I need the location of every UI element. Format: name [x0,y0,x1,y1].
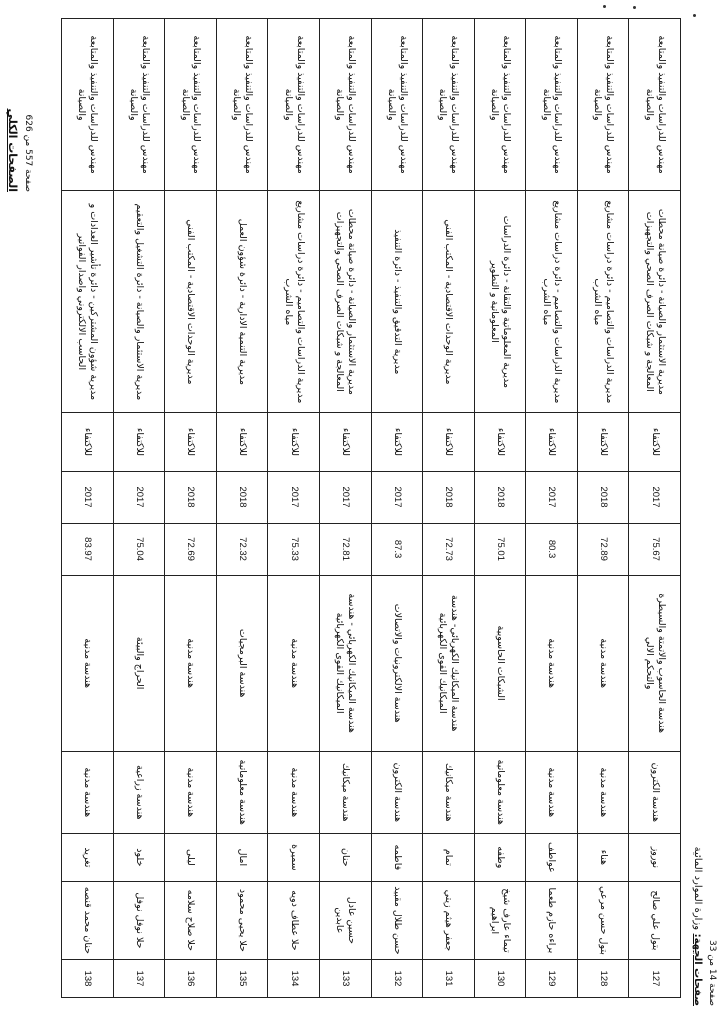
name-cell: حسين عادل عابدين [319,881,371,959]
graduation-year-cell: 2017 [62,471,114,523]
sequence-cell: 129 [526,959,578,997]
specialization-cell: هندسة زراعية [113,751,165,833]
directorate-cell: مديرية الدراسات والتصاميم - دائرة دراسات مشاريع مياه الشرب [526,191,578,413]
name-cell: حلا عطاف دويه [268,881,320,959]
sequence-cell: 133 [319,959,371,997]
specialization-cell: هندسة مدنية [577,751,629,833]
directorate-cell: مديرية المعلوماتية والتقانة - دائرة الدراسات المعلوماتية و التطوير [474,191,526,413]
job-title-cell: مهندس للدراسات والتنفيذ والمتابعة والصيانة [423,19,475,191]
job-title-cell: مهندس للدراسات والتنفيذ والمتابعة والصيانة [216,19,268,191]
specialization-cell: هندسة مدنية [165,751,217,833]
mother-name-cell: وطفه [474,833,526,881]
graduation-year-cell: 2017 [629,471,681,523]
score-cell: 72.69 [165,523,217,575]
department-cell: هندسة مدنية [526,575,578,751]
scan-dot [633,6,636,9]
name-cell: حلا يحيى محمود [216,881,268,959]
sequence-cell: 136 [165,959,217,997]
name-cell: تيماء عارف شيخ ابراهيم [474,881,526,959]
score-cell: 87.3 [371,523,423,575]
sequence-cell: 138 [62,959,114,997]
specialization-cell: هندسة ميكانيك [423,751,475,833]
table-row [371,19,423,998]
directorate-cell: مديرية شؤون المشتركين - دائرة تأشير العدادات و الحاسب الالكتروني واصدار الفواتير [62,191,114,413]
name-cell: بتول حسن مرعي [577,881,629,959]
job-title-cell: مهندس للدراسات والتنفيذ والمتابعة والصيانة [526,19,578,191]
name-cell: جعفر هيثم زيتي [423,881,475,959]
department-cell: هندسة البرمجيات [216,575,268,751]
entity-page-number: صفحة 14 من 33 [707,939,717,1006]
sequence-cell: 135 [216,959,268,997]
score-cell: 72.81 [319,523,371,575]
entity-value: وزارة الموارد المائية [692,846,703,931]
sequence-cell: 130 [474,959,526,997]
table-row [577,19,629,998]
specialization-cell: هندسة مدنية [526,751,578,833]
department-cell: هندسة الميكانيك الكهربائي - هندسة الميكانيك القوى الكهربائية [319,575,371,751]
directorate-cell: مديرية الوحدات الاقتصادية - المكتب الفني [165,191,217,413]
rotated-document [0,14,717,1006]
name-cell: براءه حازم طعما [526,881,578,959]
graduation-year-cell: 2017 [268,471,320,523]
score-cell: 75.04 [113,523,165,575]
job-title-cell: مهندس للدراسات والتنفيذ والمتابعة والصيانة [113,19,165,191]
graduation-year-cell: 2017 [371,471,423,523]
name-cell: حلا نوفل نوفل [113,881,165,959]
mother-name-cell: امال [216,833,268,881]
job-title-cell: مهندس للدراسات والتنفيذ والمتابعة والصيانة [577,19,629,191]
specialization-cell: هندسة ميكانيك [319,751,371,833]
specialization-cell: هندسة الكترون [371,751,423,833]
table-row [216,19,268,998]
job-title-cell: مهندس للدراسات والتنفيذ والمتابعة والصيانة [629,19,681,191]
status-cell: للاكتفاء [423,413,475,471]
graduation-year-cell: 2017 [319,471,371,523]
status-cell: للاكتفاء [629,413,681,471]
specialization-cell: هندسة الكترون [629,751,681,833]
department-cell: هندسة مدنية [577,575,629,751]
sequence-cell: 131 [423,959,475,997]
mother-name-cell: هناء [577,833,629,881]
table-row [268,19,320,998]
table-row [526,19,578,998]
graduation-year-cell: 2018 [474,471,526,523]
status-cell: للاكتفاء [474,413,526,471]
table-row [62,19,114,998]
specialization-cell: هندسة مدنية [62,751,114,833]
directorate-cell: مديرية الدراسات والتصاميم - دائرة دراسات مشاريع مياه الشرب [268,191,320,413]
directorate-cell: مديرية الاستثمار والصيانة - دائرة التشغيل والتعقيم [113,191,165,413]
sequence-cell: 127 [629,959,681,997]
status-cell: للاكتفاء [165,413,217,471]
directorate-cell: مديرية التدقيق والتنفيذ - دائرة التنفيذ [371,191,423,413]
job-title-cell: مهندس للدراسات والتنفيذ والمتابعة والصيانة [474,19,526,191]
directorate-cell: مديرية الاستثمار والصيانة - دائرة صيانة محطات المعالجة و شبكات الصرف الصحي والتجهيزات [629,191,681,413]
status-cell: للاكتفاء [319,413,371,471]
department-cell: هندسة مدنية [165,575,217,751]
sequence-cell: 128 [577,959,629,997]
name-cell: حنان محمد قنصه [62,881,114,959]
score-cell: 75.01 [474,523,526,575]
directorate-cell: مديرية الدراسات والتصاميم - دائرة دراسات مشاريع مياه الشرب [577,191,629,413]
table-row [629,19,681,998]
score-cell: 75.67 [629,523,681,575]
score-cell: 72.89 [577,523,629,575]
specialization-cell: هندسة معلوماتية [474,751,526,833]
specialization-cell: هندسة مدنية [268,751,320,833]
sequence-cell: 137 [113,959,165,997]
table-row [165,19,217,998]
directorate-cell: مديرية التنمية الادارية - دائرة شؤون العمل [216,191,268,413]
name-cell: حلا صلاح سلامه [165,881,217,959]
score-cell: 83.97 [62,523,114,575]
department-cell: هندسة الميكانيك الكهربائي- هندسة الميكانيك القوى الكهربائية [423,575,475,751]
total-pages-label: الصفحات الكلي [6,108,19,192]
specialization-cell: هندسة معلوماتية [216,751,268,833]
mother-name-cell: خلود [113,833,165,881]
sequence-cell: 134 [268,959,320,997]
mother-name-cell: نوروز [629,833,681,881]
status-cell: للاكتفاء [62,413,114,471]
department-cell: هندسة مدنية [268,575,320,751]
job-title-cell: مهندس للدراسات والتنفيذ والمتابعة والصيانة [371,19,423,191]
mother-name-cell: تمام [423,833,475,881]
score-cell: 80.3 [526,523,578,575]
mother-name-cell: فاطمه [371,833,423,881]
status-cell: للاكتفاء [216,413,268,471]
mother-name-cell: سميرة [268,833,320,881]
candidates-table [61,18,681,998]
entity-label: صفحات الجهة: [692,933,703,1006]
name-cell: بتول علي صالح [629,881,681,959]
department-cell: الشبكات الحاسوبية [474,575,526,751]
graduation-year-cell: 2018 [423,471,475,523]
job-title-cell: مهندس للدراسات والتنفيذ والمتابعة والصيانة [319,19,371,191]
job-title-cell: مهندس للدراسات والتنفيذ والمتابعة والصيانة [268,19,320,191]
mother-name-cell: ليلى [165,833,217,881]
name-cell: حسن طلال مقبيد [371,881,423,959]
graduation-year-cell: 2017 [526,471,578,523]
job-title-cell: مهندس للدراسات والتنفيذ والمتابعة والصيانة [165,19,217,191]
mother-name-cell: عواطف [526,833,578,881]
status-cell: للاكتفاء [113,413,165,471]
directorate-cell: مديرية الاستثمار والصيانة - دائرة صيانة محطات المعالجة و شبكات الصرف الصحي والتجهيزات [319,191,371,413]
job-title-cell: مهندس للدراسات والتنفيذ والمتابعة والصيانة [62,19,114,191]
directorate-cell: مديرية الوحدات الاقتصادية - المكتب الفني [423,191,475,413]
score-cell: 72.32 [216,523,268,575]
graduation-year-cell: 2017 [113,471,165,523]
entity-header [692,806,703,1006]
scan-dot [603,5,606,8]
table-row [319,19,371,998]
department-cell: هندسة الالكترونيات والاتصالات [371,575,423,751]
department-cell: هندسة مدنية [62,575,114,751]
table-row [423,19,475,998]
mother-name-cell: حنان [319,833,371,881]
status-cell: للاكتفاء [526,413,578,471]
score-cell: 75.33 [268,523,320,575]
department-cell: هندسة الحاسوب والاتمتة والسيطرة والتحكم الالي [629,575,681,751]
status-cell: للاكتفاء [577,413,629,471]
status-cell: للاكتفاء [268,413,320,471]
graduation-year-cell: 2018 [577,471,629,523]
graduation-year-cell: 2018 [165,471,217,523]
status-cell: للاكتفاء [371,413,423,471]
graduation-year-cell: 2018 [216,471,268,523]
department-cell: الحراج والبيئة [113,575,165,751]
mother-name-cell: تغريد [62,833,114,881]
table-row [474,19,526,998]
table-row [113,19,165,998]
sequence-cell: 132 [371,959,423,997]
total-page-number: صفحة 557 من 626 [23,114,33,192]
score-cell: 72.73 [423,523,475,575]
